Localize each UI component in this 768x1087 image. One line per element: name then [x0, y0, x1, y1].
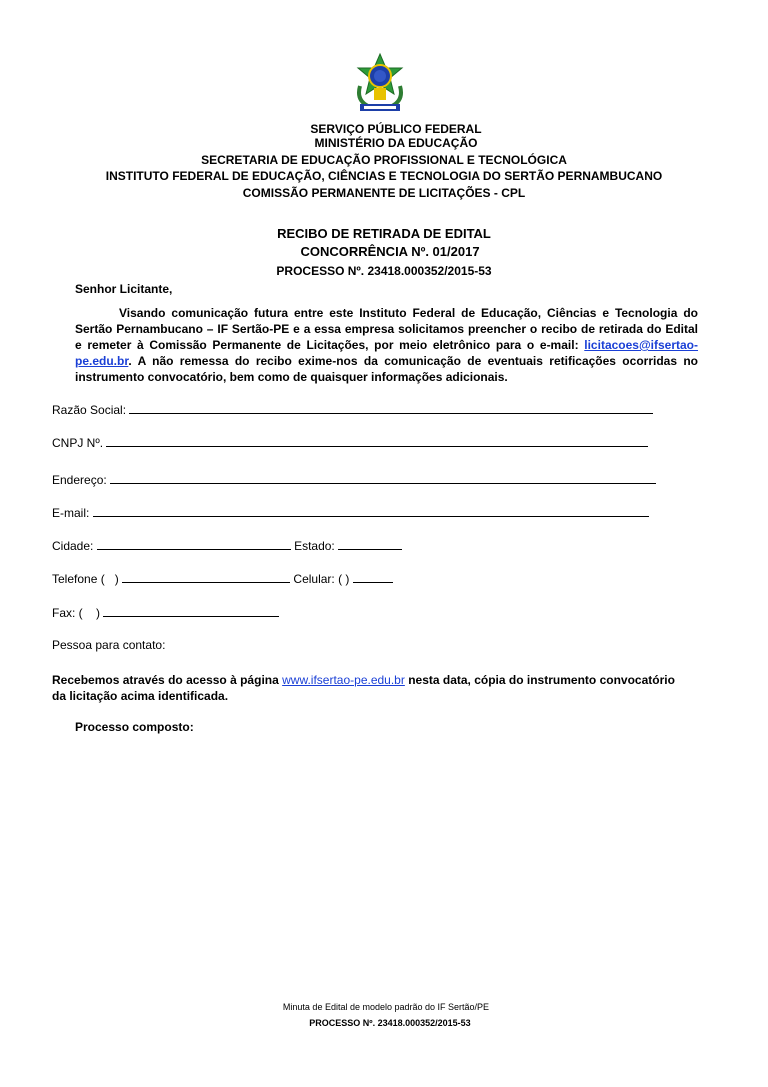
- cnpj-label: CNPJ Nº.: [52, 436, 104, 450]
- receipt-statement: [52, 672, 692, 704]
- site-link[interactable]: www.ifsertao-pe.edu.br: [282, 673, 405, 687]
- footer-processo: PROCESSO Nº. 23418.000352/2015-53: [309, 1018, 471, 1028]
- estado-label: Estado:: [294, 539, 335, 553]
- header-institute: INSTITUTO FEDERAL DE EDUCAÇÃO, CIÊNCIAS E TECNOLOGIA DO SERTÃO PERNAMBUCANO: [105, 169, 663, 183]
- header-ministry: MINISTÉRIO DA EDUCAÇÃO: [314, 136, 478, 150]
- header-secretariat: SECRETARIA DE EDUCAÇÃO PROFISSIONAL E TECNOLÓGICA: [201, 153, 567, 167]
- cidade-estado-field[interactable]: [52, 538, 402, 553]
- processo-composto: Processo composto:: [75, 720, 194, 734]
- brazil-coat-of-arms-icon: [352, 52, 408, 116]
- telefone-field[interactable]: [52, 571, 393, 586]
- doc-title: RECIBO DE RETIRADA DE EDITAL: [277, 226, 491, 241]
- processo-number: PROCESSO Nº. 23418.000352/2015-53: [276, 264, 492, 278]
- intro-text-end: . A não remessa do recibo exime-nos da comunicação de eventuais retificações ocorridas no instrumento convocatório, bem como de quaisquer informações adicionais.: [75, 354, 698, 384]
- celular-line[interactable]: [353, 571, 393, 583]
- cnpj-field[interactable]: [52, 435, 648, 450]
- fax-line[interactable]: [103, 605, 279, 617]
- receipt-after: nesta data, cópia do instrumento convocatório da licitação acima identificada.: [52, 673, 675, 703]
- estado-line[interactable]: [338, 538, 402, 550]
- email-label: E-mail:: [52, 506, 90, 520]
- contato-label: Pessoa para contato:: [52, 638, 166, 652]
- fax-field[interactable]: [52, 605, 279, 620]
- cidade-label: Cidade:: [52, 539, 94, 553]
- razao-social-line[interactable]: [129, 402, 653, 414]
- telefone-close: ): [114, 572, 119, 586]
- greeting: Senhor Licitante,: [75, 282, 173, 296]
- telefone-line[interactable]: [122, 571, 290, 583]
- concorrencia-number: CONCORRÊNCIA Nº. 01/2017: [300, 244, 480, 259]
- footer-note: Minuta de Edital de modelo padrão do IF Sertão/PE: [282, 1002, 490, 1012]
- fax-label: Fax: (: [52, 606, 83, 620]
- cidade-line[interactable]: [97, 538, 291, 550]
- header-commission: COMISSÃO PERMANENTE DE LICITAÇÕES - CPL: [242, 186, 526, 200]
- razao-social-field[interactable]: [52, 402, 653, 417]
- razao-social-label: Razão Social:: [52, 403, 127, 417]
- endereco-label: Endereço:: [52, 473, 107, 487]
- intro-text: Visando comunicação futura entre este Instituto Federal de Educação, Ciências e Tecnologia do Sertão Pernambucano – IF Sertão-PE e a essa empresa solicitamos preencher o recibo de retirada do Edital e remeter à Comissão Permanente de Licitações, por meio eletrônico para o e-mail:: [75, 306, 698, 352]
- celular-label: Celular: ( ): [293, 572, 350, 586]
- header-service: SERVIÇO PÚBLICO FEDERAL: [310, 122, 482, 136]
- fax-close: ): [96, 606, 101, 620]
- cnpj-line[interactable]: [106, 435, 648, 447]
- telefone-label: Telefone (: [52, 572, 105, 586]
- contato-field: [52, 638, 165, 652]
- endereco-field[interactable]: [52, 472, 656, 487]
- email-line[interactable]: [93, 505, 649, 517]
- receipt-before: Recebemos através do acesso à página: [52, 673, 279, 687]
- intro-paragraph: [75, 305, 698, 385]
- email-field[interactable]: [52, 505, 649, 520]
- email-link[interactable]: licitacoes@ifsertao-pe.edu.br: [75, 338, 699, 368]
- endereco-line[interactable]: [110, 472, 656, 484]
